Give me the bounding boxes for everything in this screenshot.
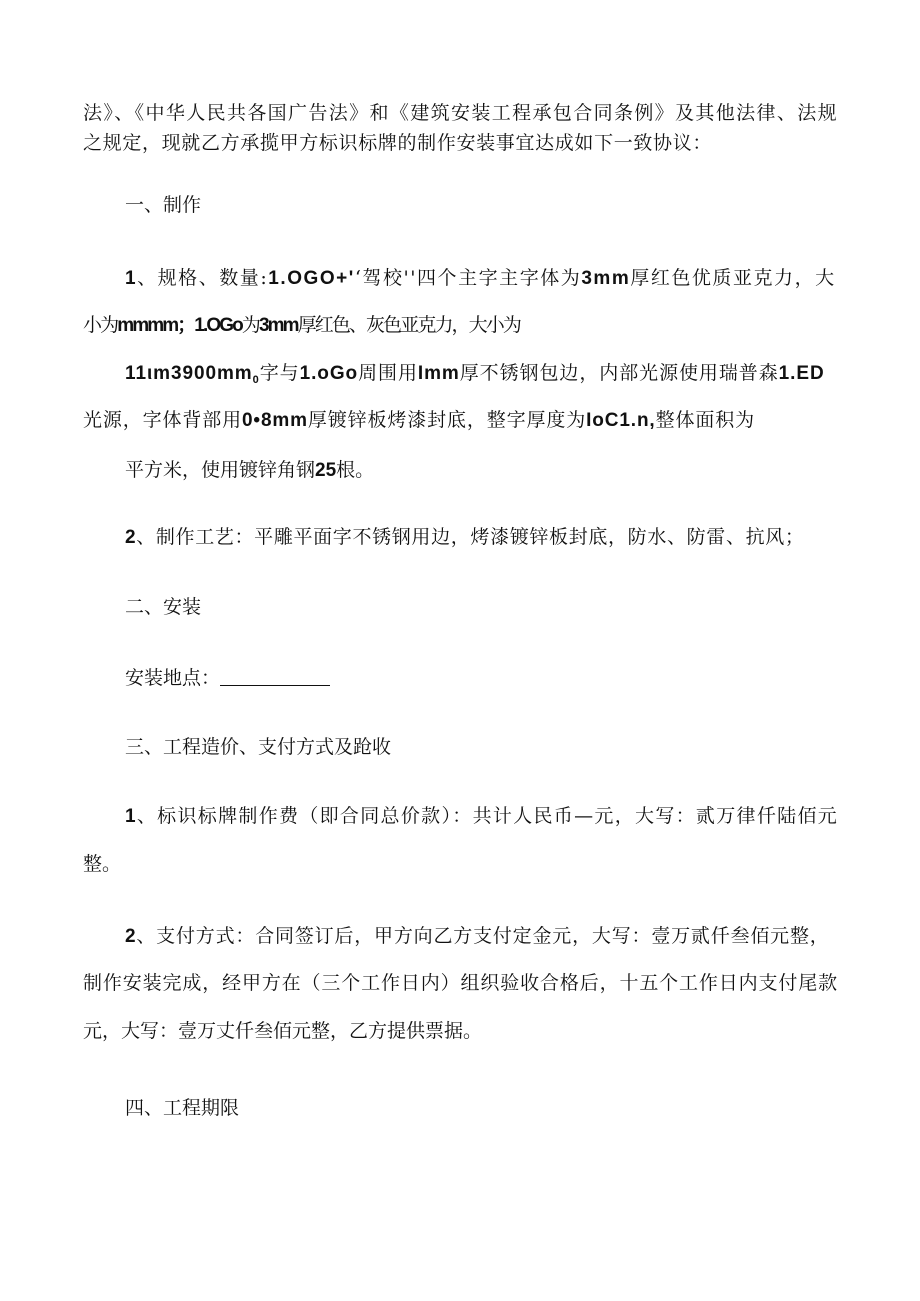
payment-line-2 bbox=[83, 971, 838, 995]
spec-text: 光源，字体背部用 bbox=[83, 409, 242, 431]
spec-text: ‘驾校''四个主字主字体为 bbox=[354, 267, 582, 289]
intro-line-2 bbox=[83, 131, 712, 155]
section-heading-schedule bbox=[125, 1096, 239, 1120]
item-number: 2 bbox=[125, 926, 137, 947]
spec-line-3 bbox=[125, 361, 825, 385]
intro-text-1: 法》、《中华人民共各国广告法》和《建筑安装工程承包合同条例》及其他法律、法规 bbox=[83, 102, 839, 124]
spec-text: 厚不锈钢包边，内部光源使用瑞普森 bbox=[459, 362, 779, 384]
payment-text: 元，大写：壹万丈仟叁佰元整，乙方提供票据。 bbox=[83, 1020, 483, 1042]
spec-value: 0•8mm bbox=[241, 410, 308, 431]
spec-text: 整体面积为 bbox=[655, 409, 755, 431]
payment-text: 、支付方式：合同签订后，甲方向乙方支付定金元，大写：壹万贰仟叁佰元整， bbox=[136, 925, 830, 947]
fee-line-1 bbox=[125, 804, 838, 828]
section-heading-text: 三、工程造价、支付方式及跄收 bbox=[125, 736, 392, 758]
spec-text: 字与 bbox=[259, 362, 300, 384]
intro-line-1 bbox=[83, 101, 838, 125]
spec-value: 25 bbox=[315, 460, 337, 481]
spec-line-4 bbox=[83, 408, 755, 432]
spec-text: 厚红色、灰色亚克力，大小为 bbox=[297, 314, 520, 336]
section-heading-price bbox=[125, 735, 391, 759]
fee-text: 、标识标牌制作费（即合同总价款）：共计人民币—元，大写：贰万律仟陆佰元 bbox=[136, 805, 839, 827]
payment-line-3 bbox=[83, 1019, 482, 1043]
craft-text: 、制作工艺：平雕平面字不锈钢用边，烤漆镀锌板封底，防水、防雷、抗风； bbox=[136, 526, 805, 548]
install-location-row bbox=[125, 666, 330, 690]
item-number: 1 bbox=[125, 268, 138, 289]
spec-code: 1.ED bbox=[778, 363, 825, 384]
spec-value: 11ιm3900mm bbox=[125, 363, 253, 384]
fee-line-2 bbox=[83, 852, 121, 876]
spec-line-5 bbox=[125, 458, 374, 482]
craft-line bbox=[125, 525, 805, 549]
spec-text: 平方米，使用镀锌角钢 bbox=[125, 459, 316, 481]
spec-subscript: 0 bbox=[252, 374, 260, 386]
spec-text: 厚红色优质亚克力，大 bbox=[630, 267, 836, 289]
section-heading-text: 一、制作 bbox=[125, 194, 202, 216]
section-heading-production bbox=[125, 193, 201, 217]
payment-line-1 bbox=[125, 924, 830, 948]
section-heading-text: 四、工程期限 bbox=[125, 1097, 240, 1119]
fee-text: 整。 bbox=[83, 853, 122, 875]
install-location-label: 安装地点： bbox=[125, 667, 221, 689]
spec-value: Imm bbox=[417, 363, 460, 384]
spec-value: IoC1.n, bbox=[586, 410, 656, 431]
item-number: 2 bbox=[125, 527, 137, 548]
spec-text: 周围用 bbox=[358, 362, 418, 384]
spec-value: mmmm；1.OGo bbox=[117, 315, 242, 336]
section-heading-text: 二、安装 bbox=[125, 596, 202, 618]
item-number: 1 bbox=[125, 806, 137, 827]
spec-line-2 bbox=[83, 313, 520, 337]
install-location-blank bbox=[220, 669, 330, 686]
spec-text: 为 bbox=[241, 314, 259, 336]
spec-text: 根。 bbox=[336, 459, 375, 481]
spec-value: 3mm bbox=[581, 268, 631, 289]
spec-code: 1.OGO+' bbox=[268, 268, 355, 289]
section-heading-installation bbox=[125, 595, 201, 619]
intro-text-2: 之规定，现就乙方承揽甲方标识标牌的制作安装事宜达成如下一致协议： bbox=[83, 132, 713, 154]
spec-value: 3mm bbox=[258, 315, 298, 336]
spec-text: 厚镀锌板烤漆封底，整字厚度为 bbox=[307, 409, 587, 431]
spec-line-1 bbox=[125, 266, 836, 290]
payment-text: 制作安装完成，经甲方在（三个工作日内）组织验收合格后，十五个工作日内支付尾款 bbox=[83, 972, 839, 994]
spec-text: 小为 bbox=[83, 314, 118, 336]
spec-text: 、规格、数量: bbox=[137, 267, 269, 289]
spec-code: 1.oGo bbox=[299, 363, 359, 384]
